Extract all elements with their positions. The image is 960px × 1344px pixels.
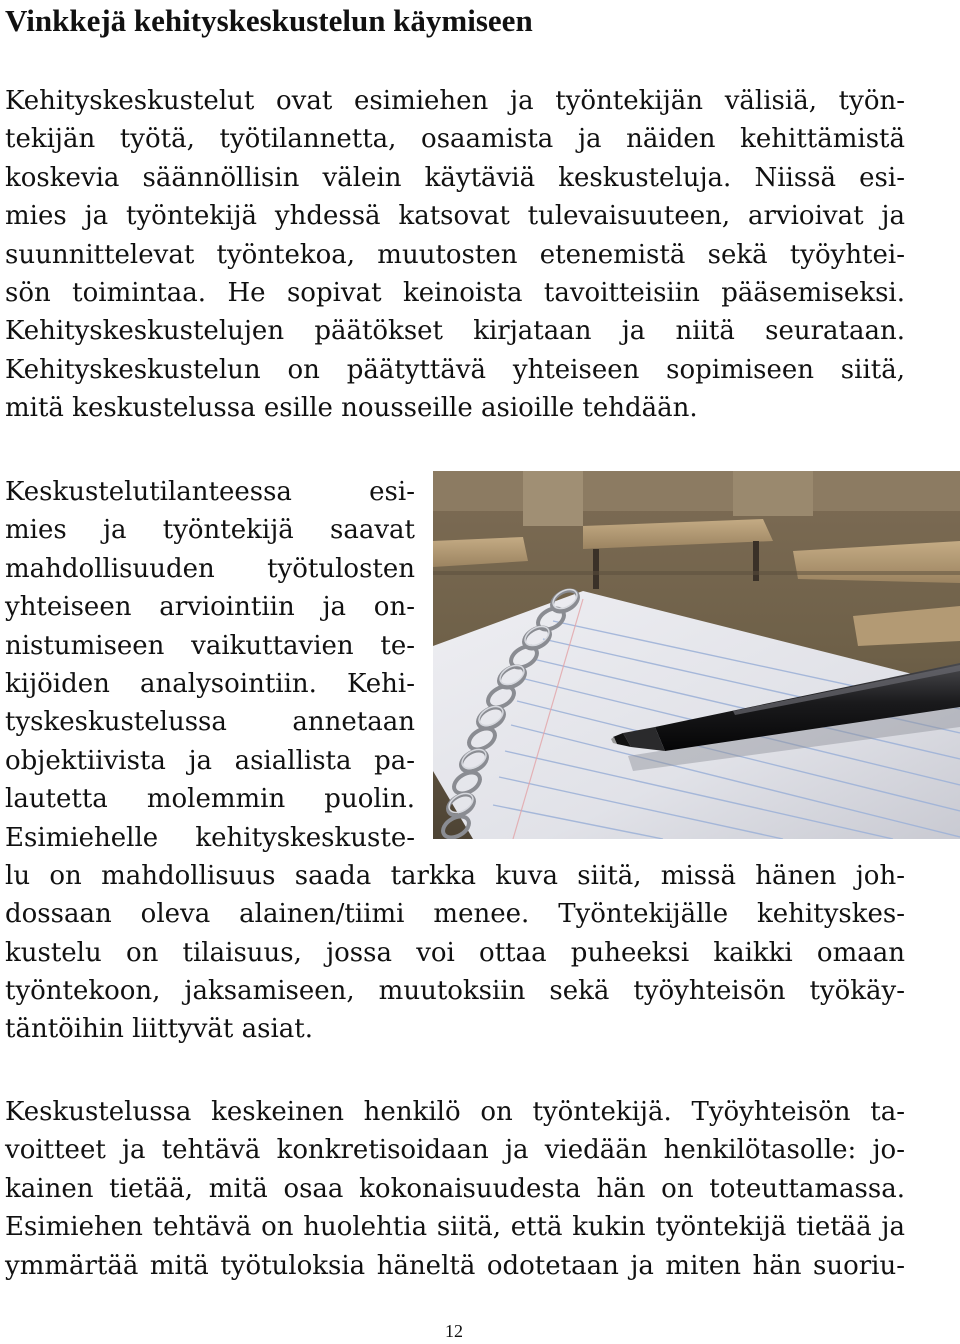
text-line: mies ja työntekijä saavat: [5, 515, 415, 546]
text-line: dossaan oleva alainen/tiimi menee. Työntekijälle kehityskes-: [5, 899, 905, 930]
text-line: mies ja työntekijä yhdessä katsovat tulevaisuuteen, arvioivat ja: [5, 201, 905, 232]
page-title: Vinkkejä kehityskeskustelun käymiseen: [5, 3, 533, 38]
text-line: Keskustelutilanteessa esi-: [5, 477, 415, 507]
text-line: objektiivista ja asiallista pa-: [5, 745, 415, 776]
text-line: mitä keskustelussa esille nousseille asioille tehdään.: [5, 393, 698, 424]
text-line: sön toimintaa. He sopivat keinoista tavoitteisiin pääsemiseksi.: [5, 277, 905, 308]
text-line: työntekoon, jaksamiseen, muutoksiin sekä työyhteisön työkäy-: [5, 976, 905, 1007]
text-line: yhteiseen arviointiin ja on-: [5, 592, 415, 623]
text-line: tekijän työtä, työtilannetta, osaamista ja näiden kehittämistä: [5, 124, 905, 155]
text-line: ymmärtää mitä työtuloksia häneltä odotetaan ja miten hän suoriu-: [5, 1250, 905, 1281]
text-line: Esimiehen tehtävä on huolehtia siitä, että kukin työntekijä tietää ja: [5, 1212, 905, 1243]
paragraph-employee: [5, 1093, 905, 1285]
notebook-pen-classroom-photo: [433, 471, 960, 839]
text-line: kijöiden analysointiin. Kehi-: [5, 668, 415, 699]
text-line: mahdollisuuden työtulosten: [5, 553, 415, 584]
text-line: nistumiseen vaikuttavien te-: [5, 630, 415, 661]
text-line: lautetta molemmin puolin.: [5, 784, 415, 815]
text-line: täntöihin liittyvät asiat.: [5, 1014, 313, 1045]
text-line: lu on mahdollisuus saada tarkka kuva siitä, missä hänen joh-: [5, 860, 905, 891]
page-number: 12: [445, 1321, 463, 1341]
text-line: Kehityskeskustelut ovat esimiehen ja työntekijän välisiä, työn-: [5, 86, 905, 116]
text-line: kainen tietää, mitä osaa kokonaisuudesta hän on toteuttamassa.: [5, 1173, 905, 1204]
text-line: kustelu on tilaisuus, jossa voi ottaa puheeksi kaikki omaan: [5, 937, 905, 968]
text-line: Kehityskeskustelujen päätökset kirjataan ja niitä seurataan.: [5, 316, 905, 347]
text-line: suunnittelevat työntekoa, muutosten etenemistä sekä työyhtei-: [5, 239, 905, 270]
paragraph-intro: [5, 82, 905, 428]
text-line: voitteet ja tehtävä konkretisoidaan ja viedään henkilötasolle: jo-: [5, 1135, 905, 1166]
text-line: koskevia säännöllisin välein käytäviä keskusteluja. Niissä esi-: [5, 162, 905, 193]
text-line: tyskeskustelussa annetaan: [5, 707, 415, 738]
text-line: Esimiehelle kehityskeskuste-: [5, 822, 415, 853]
text-line: Keskustelussa keskeinen henkilö on työntekijä. Työyhteisön ta-: [5, 1097, 905, 1127]
text-line: Kehityskeskustelun on päätyttävä yhteiseen sopimiseen siitä,: [5, 354, 905, 385]
